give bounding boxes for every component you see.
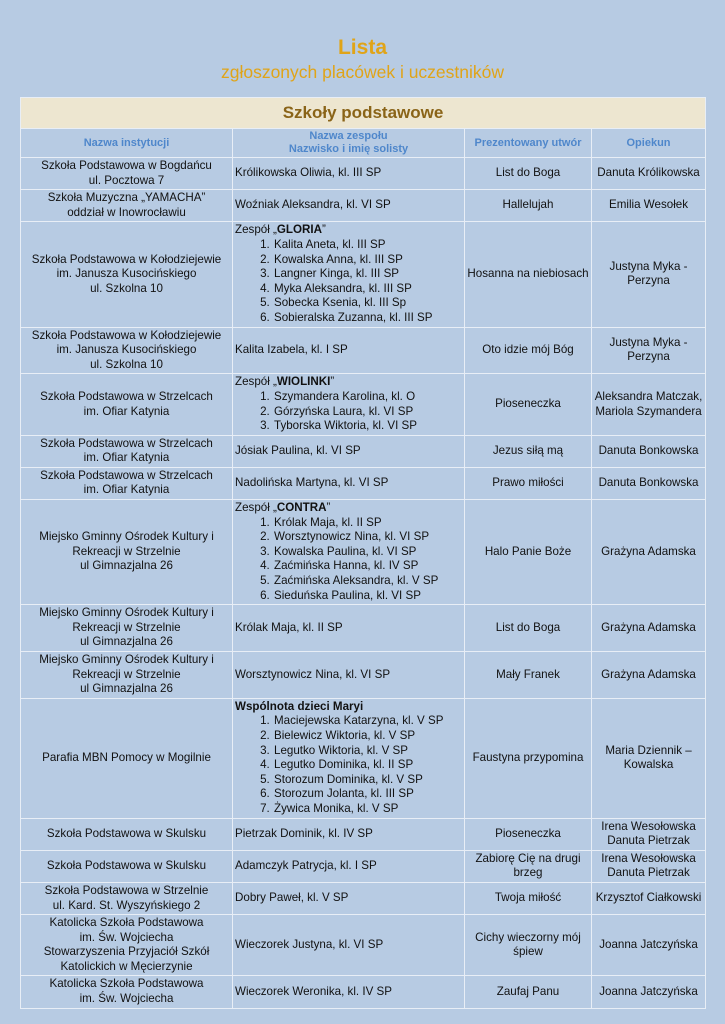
soloist-name: Wieczorek Weronika, kl. IV SP: [235, 984, 392, 998]
tutor-cell: [592, 882, 706, 914]
institution-cell: [21, 158, 233, 190]
song-cell: [465, 605, 592, 652]
member-item: 4. Myka Aleksandra, kl. III SP: [273, 282, 462, 297]
institution-line: Rekreacji w Strzelnie: [72, 544, 181, 558]
institution-cell: [21, 190, 233, 222]
group-prefix: Zespół „: [235, 223, 277, 237]
tutor-cell: [592, 327, 706, 374]
tutor-cell: [592, 158, 706, 190]
member-item: 2. Górzyńska Laura, kl. VI SP: [273, 405, 462, 420]
tutor-cell: [592, 500, 706, 605]
group-title: GLORIA: [276, 223, 322, 237]
soloist-name: Kalita Izabela, kl. I SP: [235, 343, 348, 357]
tutor-cell: [592, 698, 706, 818]
header-performer-line2: Nazwisko i imię solisty: [288, 143, 409, 155]
institution-line: Katolicka Szkoła Podstawowa: [49, 977, 204, 991]
institution-line: Miejsko Gminny Ośrodek Kultury i: [39, 606, 214, 620]
member-item: 2. Bielewicz Wiktoria, kl. V SP: [273, 729, 462, 744]
song-line: Mały Franek: [496, 667, 560, 681]
institution-line: Szkoła Podstawowa w Kołodziejewie: [31, 328, 222, 342]
table-row: [21, 915, 706, 976]
song-line: Cichy wieczorny mój: [475, 930, 581, 944]
participants-table: [20, 97, 706, 1009]
member-item: 3. Kowalska Paulina, kl. VI SP: [273, 545, 462, 560]
table-row: [21, 882, 706, 914]
song-cell: [465, 698, 592, 818]
table-body: [21, 98, 706, 1009]
institution-line: Szkoła Podstawowa w Bogdańcu: [41, 159, 212, 172]
institution-line: Szkoła Podstawowa w Skulsku: [46, 826, 207, 840]
performer-cell: [233, 605, 465, 652]
song-line: Twoja miłość: [494, 891, 562, 905]
performer-cell: [233, 976, 465, 1008]
institution-line: Szkoła Podstawowa w Strzelcach: [40, 468, 213, 482]
member-item: 4. Zaćmińska Hanna, kl. IV SP: [273, 559, 462, 574]
tutor-line: Emilia Wesołek: [608, 198, 689, 212]
member-item: 1. Maciejewska Katarzyna, kl. V SP: [273, 714, 462, 729]
institution-line: im. Ofiar Katynia: [83, 451, 170, 465]
tutor-line: Joanna Jatczyńska: [599, 984, 698, 998]
tutor-line: Danuta Pietrzak: [607, 834, 690, 848]
tutor-line: Aleksandra Matczak,: [594, 389, 703, 403]
song-line: Zabiorę Cię na drugi: [475, 851, 581, 865]
member-item: 5. Zaćmińska Aleksandra, kl. V SP: [273, 574, 462, 589]
member-item: 6. Storozum Jolanta, kl. III SP: [273, 787, 462, 802]
institution-cell: [21, 652, 233, 699]
soloist-name: Królak Maja, kl. II SP: [235, 620, 343, 634]
tutor-cell: [592, 467, 706, 499]
song-cell: [465, 850, 592, 882]
tutor-line: Maria Dziennik –: [605, 743, 692, 757]
institution-cell: [21, 467, 233, 499]
member-item: 1. Królak Maja, kl. II SP: [273, 516, 462, 531]
institution-line: ul Gimnazjalna 26: [80, 559, 173, 573]
group-title: WIOLINKI: [276, 375, 331, 389]
header-performer: [233, 129, 465, 158]
institution-cell: [21, 850, 233, 882]
institution-line: Szkoła Podstawowa w Strzelnie: [44, 883, 209, 897]
song-cell: [465, 467, 592, 499]
member-item: 4. Legutko Dominika, kl. II SP: [273, 758, 462, 773]
soloist-name: Woźniak Aleksandra, kl. VI SP: [235, 198, 391, 212]
institution-line: Miejsko Gminny Ośrodek Kultury i: [39, 653, 214, 666]
performer-cell: [233, 374, 465, 435]
section-title: Szkoły podstawowe: [21, 98, 706, 129]
institution-line: Miejsko Gminny Ośrodek Kultury i: [39, 530, 214, 544]
song-line: śpiew: [513, 945, 543, 959]
soloist-name: Nadolińska Martyna, kl. VI SP: [235, 476, 389, 490]
tutor-line: Danuta Pietrzak: [607, 866, 690, 880]
member-item: 1. Kalita Aneta, kl. III SP: [273, 238, 462, 253]
tutor-line: Justyna Myka -: [609, 335, 688, 349]
group-name: [235, 375, 462, 390]
song-line: Halo Panie Boże: [484, 544, 572, 558]
table-row: [21, 467, 706, 499]
soloist-name: Dobry Paweł, kl. V SP: [235, 891, 349, 905]
institution-line: Szkoła Podstawowa w Strzelcach: [40, 436, 213, 450]
group-title: CONTRA: [276, 501, 327, 515]
table-row: [21, 605, 706, 652]
institution-cell: [21, 327, 233, 374]
institution-line: im. Janusza Kusocińskiego: [56, 343, 197, 357]
institution-line: ul. Szkolna 10: [90, 281, 163, 295]
institution-line: ul. Kard. St. Wyszyńskiego 2: [52, 898, 201, 912]
song-line: List do Boga: [495, 166, 561, 180]
tutor-cell: [592, 222, 706, 327]
song-cell: [465, 374, 592, 435]
song-cell: [465, 882, 592, 914]
performer-cell: [233, 915, 465, 976]
song-cell: [465, 976, 592, 1008]
song-line: Zaufaj Panu: [496, 984, 560, 998]
table-row: [21, 435, 706, 467]
performer-cell: [233, 500, 465, 605]
institution-line: Katolicka Szkoła Podstawowa: [49, 916, 204, 930]
tutor-line: Irena Wesołowska: [601, 851, 696, 865]
tutor-cell: [592, 818, 706, 850]
performer-cell: [233, 467, 465, 499]
institution-line: oddział w Inowrocławiu: [67, 205, 186, 219]
institution-cell: [21, 222, 233, 327]
song-cell: [465, 652, 592, 699]
group-suffix: ”: [321, 223, 326, 237]
institution-line: Szkoła Podstawowa w Kołodziejewie: [31, 252, 222, 266]
institution-line: ul. Szkolna 10: [90, 357, 163, 371]
header-performer-line1: Nazwa zespołu: [309, 130, 388, 142]
performer-cell: [233, 435, 465, 467]
member-item: 7. Żywica Monika, kl. V SP: [273, 802, 462, 817]
soloist-name: Wieczorek Justyna, kl. VI SP: [235, 937, 384, 951]
institution-cell: [21, 698, 233, 818]
institution-cell: [21, 976, 233, 1008]
performer-cell: [233, 327, 465, 374]
table-row: [21, 327, 706, 374]
table-row: [21, 374, 706, 435]
member-item: 3. Legutko Wiktoria, kl. V SP: [273, 744, 462, 759]
performer-cell: [233, 850, 465, 882]
institution-line: ul Gimnazjalna 26: [80, 682, 173, 696]
performer-cell: [233, 158, 465, 190]
table-row: [21, 500, 706, 605]
institution-line: im. Św. Wojciecha: [79, 992, 174, 1006]
song-cell: [465, 915, 592, 976]
institution-line: im. Ofiar Katynia: [83, 483, 170, 497]
institution-line: im. Janusza Kusocińskiego: [56, 267, 197, 281]
institution-line: ul Gimnazjalna 26: [80, 635, 173, 649]
page-subtitle: zgłoszonych placówek i uczestników: [220, 62, 505, 82]
song-cell: [465, 818, 592, 850]
table-row: [21, 976, 706, 1008]
song-cell: [465, 158, 592, 190]
tutor-line: Danuta Bonkowska: [598, 476, 699, 490]
header-row: [21, 129, 706, 158]
table-row: [21, 850, 706, 882]
institution-line: ul. Pocztowa 7: [88, 173, 165, 187]
soloist-name: Królikowska Oliwia, kl. III SP: [235, 166, 382, 180]
member-item: 6. Sobieralska Zuzanna, kl. III SP: [273, 311, 462, 326]
group-name: [235, 700, 462, 715]
tutor-cell: [592, 652, 706, 699]
group-name: [235, 501, 462, 516]
group-suffix: ”: [330, 375, 335, 389]
member-item: 3. Langner Kinga, kl. III SP: [273, 267, 462, 282]
tutor-line: Krzysztof Ciałkowski: [595, 891, 702, 905]
table-row: [21, 698, 706, 818]
institution-cell: [21, 374, 233, 435]
member-item: 1. Szymandera Karolina, kl. O: [273, 390, 462, 405]
institution-line: Rekreacji w Strzelnie: [72, 620, 181, 634]
institution-cell: [21, 435, 233, 467]
song-line: List do Boga: [495, 620, 561, 634]
song-line: Pioseneczka: [495, 826, 561, 840]
institution-line: Stowarzyszenia Przyjaciół Szkół: [43, 945, 210, 959]
institution-line: im. Św. Wojciecha: [79, 930, 174, 944]
member-list: [235, 714, 462, 816]
table-row: [21, 222, 706, 327]
member-item: 5. Storozum Dominika, kl. V SP: [273, 773, 462, 788]
performer-cell: [233, 190, 465, 222]
tutor-line: Danuta Królikowska: [597, 166, 700, 180]
header-institution: Nazwa instytucji: [21, 129, 233, 158]
song-cell: [465, 435, 592, 467]
institution-line: Szkoła Podstawowa w Skulsku: [46, 859, 207, 873]
tutor-cell: [592, 605, 706, 652]
table-row: [21, 652, 706, 699]
group-name: [235, 223, 462, 238]
institution-line: Rekreacji w Strzelnie: [72, 667, 181, 681]
institution-cell: [21, 915, 233, 976]
tutor-line: Joanna Jatczyńska: [599, 937, 698, 951]
member-item: 3. Tyborska Wiktoria, kl. VI SP: [273, 419, 462, 434]
group-prefix: Zespół „: [235, 375, 277, 389]
institution-cell: [21, 605, 233, 652]
group-title: Wspólnota dzieci Maryi: [235, 699, 364, 713]
soloist-name: Jósiak Paulina, kl. VI SP: [235, 443, 361, 457]
tutor-line: Perzyna: [627, 350, 670, 364]
soloist-name: Adamczyk Patrycja, kl. I SP: [235, 859, 377, 873]
tutor-line: Perzyna: [627, 274, 670, 288]
tutor-line: Grażyna Adamska: [601, 620, 696, 634]
tutor-cell: [592, 190, 706, 222]
soloist-name: Worsztynowicz Nina, kl. VI SP: [235, 667, 391, 681]
member-item: 6. Sieduńska Paulina, kl. VI SP: [273, 589, 462, 604]
member-item: 2. Worsztynowicz Nina, kl. VI SP: [273, 530, 462, 545]
song-cell: [465, 190, 592, 222]
institution-line: im. Ofiar Katynia: [83, 404, 170, 418]
table-row: [21, 158, 706, 190]
member-item: 2. Kowalska Anna, kl. III SP: [273, 253, 462, 268]
song-cell: [465, 222, 592, 327]
performer-cell: [233, 882, 465, 914]
page-title: Lista: [337, 36, 387, 59]
tutor-line: Kowalska: [623, 758, 674, 772]
song-line: Hallelujah: [502, 198, 554, 212]
performer-cell: [233, 222, 465, 327]
institution-line: Katolickich w Męcierzynie: [60, 959, 193, 973]
member-list: [235, 238, 462, 326]
member-list: [235, 516, 462, 604]
song-line: Prawo miłości: [492, 476, 564, 490]
tutor-cell: [592, 915, 706, 976]
tutor-line: Danuta Bonkowska: [598, 443, 699, 457]
institution-cell: [21, 818, 233, 850]
tutor-cell: [592, 976, 706, 1008]
institution-line: Parafia MBN Pomocy w Mogilnie: [42, 750, 211, 764]
institution-cell: [21, 882, 233, 914]
song-line: Hosanna na niebiosach: [467, 267, 589, 281]
soloist-name: Pietrzak Dominik, kl. IV SP: [235, 826, 373, 840]
tutor-line: Irena Wesołowska: [601, 819, 696, 833]
tutor-cell: [592, 435, 706, 467]
header-tutor: Opiekun: [592, 129, 706, 158]
song-line: Jezus siłą mą: [492, 443, 564, 457]
song-line: brzeg: [513, 866, 543, 880]
member-list: [235, 390, 462, 434]
member-item: 5. Sobecka Ksenia, kl. III Sp: [273, 296, 462, 311]
header-song: Prezentowany utwór: [465, 129, 592, 158]
song-line: Faustyna przypomina: [472, 750, 584, 764]
performer-cell: [233, 818, 465, 850]
tutor-line: Grażyna Adamska: [601, 544, 696, 558]
table-row: [21, 818, 706, 850]
song-cell: [465, 327, 592, 374]
performer-cell: [233, 652, 465, 699]
tutor-cell: [592, 374, 706, 435]
group-suffix: ”: [326, 501, 331, 515]
section-row: [21, 98, 706, 129]
song-line: Pioseneczka: [495, 397, 561, 411]
tutor-line: Grażyna Adamska: [601, 667, 696, 681]
institution-line: Szkoła Podstawowa w Strzelcach: [40, 389, 213, 403]
tutor-cell: [592, 850, 706, 882]
performer-cell: [233, 698, 465, 818]
institution-cell: [21, 500, 233, 605]
song-line: Oto idzie mój Bóg: [482, 343, 574, 357]
institution-line: Szkoła Muzyczna „YAMACHA”: [47, 191, 206, 205]
song-cell: [465, 500, 592, 605]
tutor-line: Mariola Szymandera: [595, 404, 702, 418]
tutor-line: Justyna Myka -: [609, 259, 688, 273]
table-row: [21, 190, 706, 222]
group-prefix: Zespół „: [235, 501, 277, 515]
